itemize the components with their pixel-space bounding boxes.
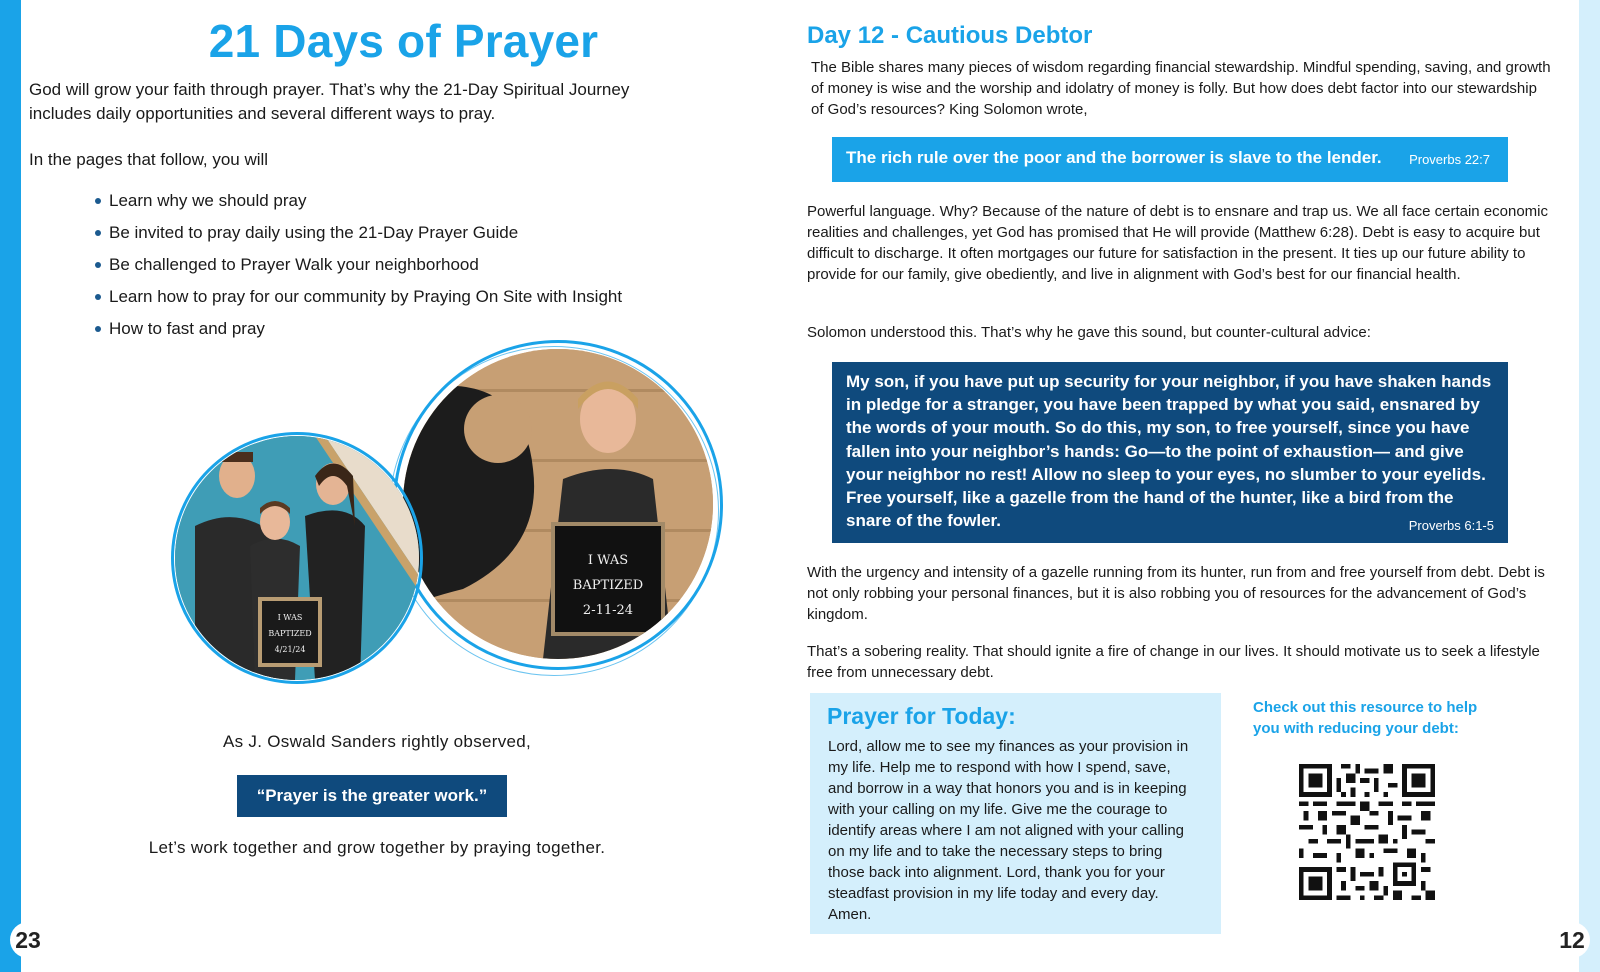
list-item <box>95 222 622 254</box>
baptism-photo-family <box>175 436 419 680</box>
left-edge-bar <box>0 0 21 972</box>
prayer-box <box>810 693 1221 934</box>
follow-text: In the pages that follow, you will <box>29 150 269 169</box>
verse-reference: Proverbs 6:1-5 <box>1408 518 1494 533</box>
bullet-icon <box>95 230 101 236</box>
intro-paragraph: God will grow your faith through prayer. That’s why the 21-Day Spiritual Journey includes daily opportunities and several different ways to pray. <box>29 80 630 123</box>
list-item <box>95 254 622 286</box>
family-photo-illustration <box>175 436 419 680</box>
bullet-icon <box>95 262 101 268</box>
prayer-quote: “Prayer is the greater work.” <box>237 775 507 817</box>
verse-text: My son, if you have put up security for your neighbor, if you have shaken hands in pledge for a stranger, you have been trapped by what you said, ensnared by the words of your mouth. So do this, my son, to free yourself, since you have fallen into your neighbor’s hands: Go—to the point of exhaustion— and give your neighbor no rest! Allow no sleep to your eyes, no slumber to your eyelids. Free yourself, like a gazelle from the hand of the hunter, like a bird from the snare of the fowler. <box>846 372 1492 531</box>
paragraph: Solomon understood this. That’s why he gave this sound, but counter-cultural advice: <box>807 324 1371 341</box>
page-number-right: 12 <box>1554 922 1590 958</box>
verse-reference: Proverbs 22:7 <box>1409 152 1490 167</box>
paragraph: The Bible shares many pieces of wisdom regarding financial stewardship. Mindful spending, saving, and growth of money is wise and the worship and idolatry of money is folly. But how does debt factor into our stewardship of God’s resources? King Solomon wrote, <box>811 59 1551 118</box>
verse-callout-long <box>832 362 1508 543</box>
left-page <box>21 0 800 972</box>
sign-line: BAPTIZED <box>268 629 312 638</box>
bullet-icon <box>95 294 101 300</box>
bullet-icon <box>95 198 101 204</box>
day-title: Day 12 - Cautious Debtor <box>807 22 1093 49</box>
list-item <box>95 190 622 222</box>
bullet-icon <box>95 326 101 332</box>
resource-text: Check out this resource to help you with reducing your debt: <box>1253 699 1478 737</box>
list-item-text: Learn why we should pray <box>109 191 307 210</box>
paragraph: That’s a sobering reality. That should ignite a fire of change in our lives. It should motivate us to seek a lifestyle free from unnecessary debt. <box>807 643 1540 681</box>
right-edge-bar <box>1579 0 1600 972</box>
list-item-text: Learn how to pray for our community by Praying On Site with Insight <box>109 287 623 306</box>
page-number-left: 23 <box>10 922 46 958</box>
prayer-text: Lord, allow me to see my finances as your provision in my life. Help me to respond with how I spend, save, and borrow in a way that honors you and is in keeping with your calling on my life. Give me the courage to identify areas where I am not aligned with your calling on my life and to take the necessary steps to bring those back into alignment. Lord, thank you for your steadfast provision in my life today and every day. Amen. <box>828 738 1189 923</box>
sign-line: BAPTIZED <box>572 578 644 593</box>
bullet-list <box>95 190 622 350</box>
oswald-text: As J. Oswald Sanders rightly observed, <box>222 732 532 751</box>
prayer-title: Prayer for Today: <box>827 703 1016 729</box>
list-item-text: Be challenged to Prayer Walk your neighborhood <box>109 255 479 274</box>
girl-photo-illustration <box>403 349 713 659</box>
photo-collage <box>171 340 751 700</box>
together-text: Let’s work together and grow together by praying together. <box>148 838 606 857</box>
paragraph: With the urgency and intensity of a gazelle running from its hunter, run from and free yourself from debt. Debt is not only robbing your personal finances, but it is also robbing you of resources for the advancement of God’s kingdom. <box>807 564 1545 623</box>
list-item-text: Be invited to pray daily using the 21-Day Prayer Guide <box>109 223 519 242</box>
sign-line: I WAS <box>587 553 629 568</box>
right-page <box>800 0 1579 972</box>
baptism-photo-girl <box>403 349 713 659</box>
sign-line: 2-11-24 <box>582 603 634 618</box>
verse-callout <box>832 137 1508 182</box>
sign-line: I WAS <box>277 613 303 622</box>
sign-line: 4/21/24 <box>274 645 306 654</box>
qr-code-icon[interactable] <box>1299 764 1435 900</box>
page-title: 21 Days of Prayer <box>208 15 599 67</box>
list-item <box>95 286 622 318</box>
list-item-text: How to fast and pray <box>109 319 265 338</box>
verse-text: The rich rule over the poor and the borrower is slave to the lender. <box>846 148 1382 167</box>
paragraph: Powerful language. Why? Because of the nature of debt is to ensnare and trap us. We all face certain economic realities and challenges, yet God has promised that He will provide (Matthew 6:28). Debt is easy to acquire but difficult to discharge. It often mortgages our future for satisfaction in the present. It ties up our future ability to provide for our family, give obediently, and live in alignment with God’s best for our financial health. <box>807 203 1548 283</box>
